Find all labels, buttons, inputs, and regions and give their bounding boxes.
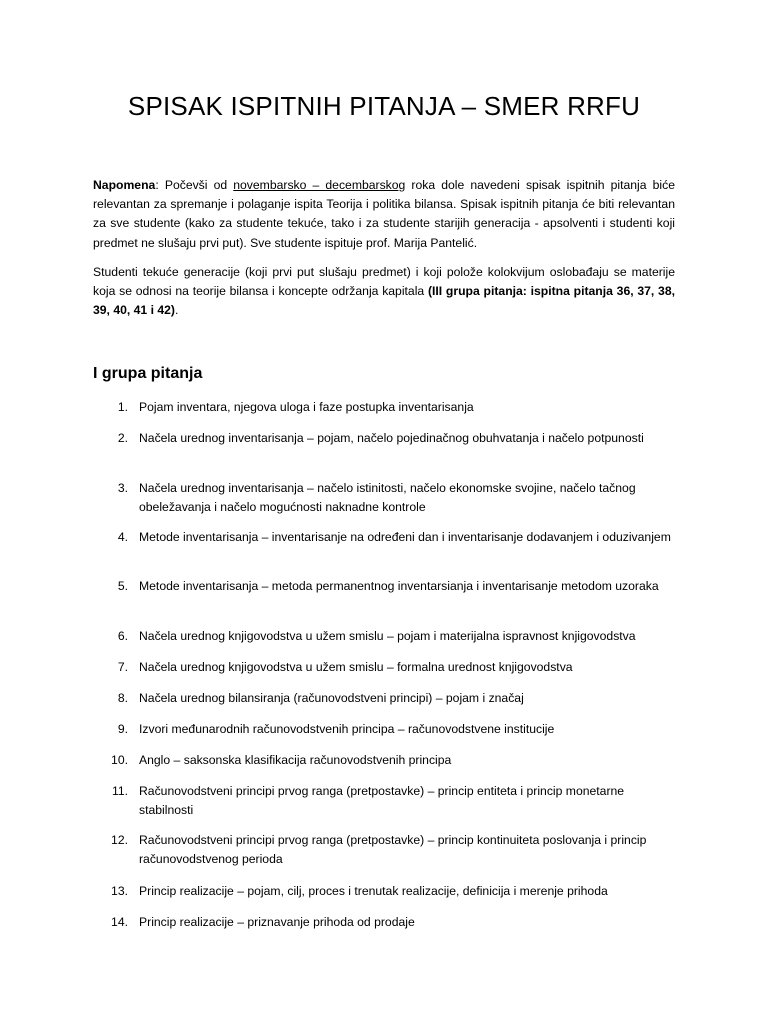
question-text: Načela urednog inventarisanja – načelo istinitosti, načelo ekonomske svojine, načelo tačnog obeležavanja i načelo mogućnosti naknadne kontrole	[139, 481, 636, 515]
note-colon: :	[155, 178, 165, 192]
question-text: Anglo – saksonska klasifikacija računovodstvenih principa	[139, 753, 452, 767]
question-number: 11.	[111, 784, 128, 798]
question-number: 12.	[111, 833, 128, 847]
question-text: Računovodstveni principi prvog ranga (pretpostavke) – princip entiteta i princip monetarne stabilnosti	[139, 784, 625, 818]
question-text: Metode inventarisanja – inventarisanje na određeni dan i inventarisanje dodavanjem i oduzivanjem	[139, 530, 671, 544]
question-number: 7.	[117, 660, 128, 674]
question-text: Izvori međunarodnih računovodstvenih principa – računovodstvene institucije	[139, 722, 555, 736]
question-text: Računovodstveni principi prvog ranga (pretpostavke) – princip kontinuiteta poslovanja i princip računovodstvenog perioda	[139, 833, 647, 867]
note-text-start: Počevši od	[164, 178, 234, 192]
section-heading: I grupa pitanja	[93, 365, 203, 382]
question-text: Princip realizacije – pojam, cilj, proces i trenutak realizacije, definicija i merenje prihoda	[139, 884, 608, 898]
note-text-end: roka dole navedeni spisak ispitnih pitanja biće relevantan za spremanje i polaganje ispita Teorija i politika bilansa. Spisak ispitnih pitanja će biti relevantan za sve studente (kako za studente tekuće, tako i za studente starijih generacija - apsolventi i studenti koji predmet ne slušaju prvi put). Sve studente ispituje prof. Marija Pantelić.	[93, 178, 675, 250]
question-text: Pojam inventara, njegova uloga i faze postupka inventarisanja	[139, 400, 474, 414]
students-text-start: Studenti tekuće generacije (koji prvi put slušaju predmet) i koji polože kolokvijum oslobađaju se materije koja se odnosi na teorije bilansa i koncepte održanja kapitala	[93, 265, 675, 299]
question-text: Princip realizacije – priznavanje prihoda od prodaje	[139, 915, 415, 929]
students-text-end: .	[175, 303, 179, 318]
question-number: 9.	[117, 722, 128, 736]
question-number: 4.	[117, 530, 128, 544]
question-number: 8.	[117, 691, 128, 705]
question-number: 5.	[117, 579, 128, 593]
question-number: 3.	[117, 481, 128, 495]
question-number: 14.	[111, 915, 128, 929]
question-number: 1.	[117, 400, 128, 414]
question-text: Načela urednog bilansiranja (računovodstveni principi) – pojam i značaj	[139, 691, 524, 705]
question-number: 10.	[111, 753, 128, 767]
question-number: 2.	[117, 431, 128, 445]
question-number: 13.	[111, 884, 128, 898]
question-text: Načela urednog knjigovodstva u užem smislu – formalna urednost knjigovodstva	[139, 660, 573, 674]
note-underlined-term: novembarsko – decembarskog	[233, 178, 406, 192]
note-paragraph	[93, 176, 675, 253]
question-text: Načela urednog knjigovodstva u užem smislu – pojam i materijalna ispravnost knjigovodstva	[139, 629, 636, 643]
document-title: SPISAK ISPITNIH PITANJA – SMER RRFU	[127, 91, 641, 121]
students-bold-text: (III grupa pitanja: ispitna pitanja 36, 37, 38, 39, 40, 41 i 42)	[93, 284, 675, 318]
note-label: Napomena	[93, 178, 156, 192]
question-number: 6.	[117, 629, 128, 643]
question-text: Načela urednog inventarisanja – pojam, načelo pojedinačnog obuhvatanja i načelo potpunosti	[139, 431, 644, 445]
question-text: Metode inventarisanja – metoda permanentnog inventarsianja i inventarisanje metodom uzoraka	[139, 579, 659, 593]
students-paragraph	[93, 263, 675, 321]
